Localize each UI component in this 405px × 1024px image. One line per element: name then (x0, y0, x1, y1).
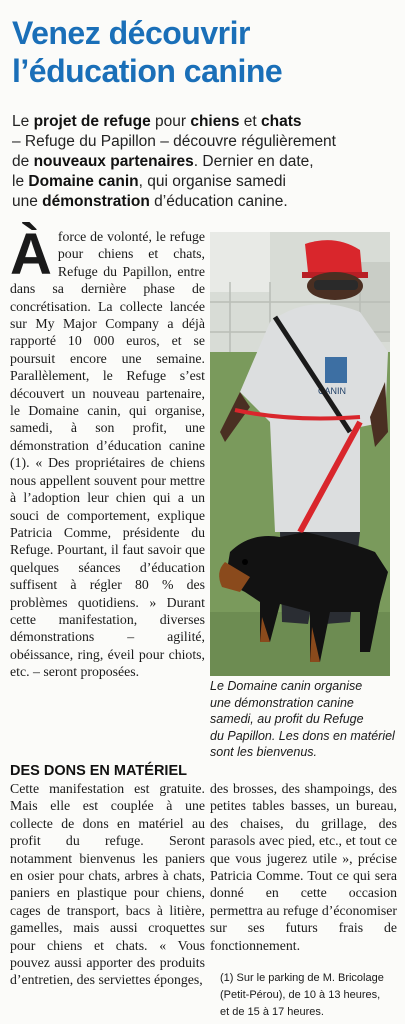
drop-cap: À (10, 222, 52, 287)
article-photo (210, 232, 390, 676)
footnote-line-2: (Petit-Pérou), de 10 à 13 heures, (220, 989, 381, 1001)
section-subheading: DES DONS EN MATÉRIEL (10, 763, 187, 779)
chapo-line-3: de nouveaux partenaires. Dernier en date, (12, 153, 314, 170)
photo-caption (210, 678, 397, 761)
caption-line-2: une démonstration canine (210, 695, 354, 710)
body-column-right-bottom (210, 780, 397, 954)
body-paragraph-donations: Cette manifestation est gratuite. Mais elle est couplée à une collecte de dons en matériel au profit du refuge. Seront notamment bienvenus les paniers en osier pour chats, arbres à chats, paniers en plastique pour chiens, cages de transport, bacs à litière, gamelles, mais aussi croquettes pour chiens et chats. « Vous pouvez aussi apporter des produits d’entretien, des serviettes éponges, (10, 781, 205, 988)
headline (12, 14, 397, 90)
chapo-line-4: le Domaine canin, qui organise samedi (12, 173, 286, 190)
headline-line-1: Venez découvrir (12, 15, 250, 51)
body-column-left-bottom (10, 780, 205, 989)
dog-handler-illustration (210, 232, 390, 676)
chapo-line-5: une démonstration d’éducation canine. (12, 193, 288, 210)
caption-line-4: du Papillon. Les dons en matériel (210, 728, 395, 743)
footnote-line-1: (1) Sur le parking de M. Bricolage (220, 972, 384, 984)
headline-line-2: l’éducation canine (12, 53, 283, 89)
body-paragraph-donations-cont: des brosses, des shampoings, des petites tables basses, un bureau, des chaises, du grillage, des parasols avec pied, etc., et tout ce que vous jugerez utile », précise Patricia Comme. Tout ce qui sera donné en cette occasion permettra au refuge d’économiser sur ses futurs frais de fonctionnement. (210, 781, 397, 953)
caption-line-5: sont les bienvenus. (210, 745, 318, 759)
shirt-logo-text: CANIN (318, 386, 347, 396)
body-column-left (10, 222, 205, 681)
footnote-line-3: et de 15 à 17 heures. (220, 1006, 324, 1018)
body-text-intro: force de volonté, le refuge pour chiens et chats, Refuge du Papillon, entre dans sa dernière phase de concrétisation. La collecte lancée sur My Major Company a déjà rapporté 10 000 euros, et se poursuit encore une semaine. Parallèlement, le Refuge s’est découvert un nouveau partenaire, le Domaine canin, qui organise, samedi, à son profit, une démonstration d’éducation canine (1). « Des propriétaires de chiens nous appellent souvent pour mettre à l’adoption leur chien qui a un souci de comportement, explique Patricia Comme, présidente du Refuge. Pourtant, il faut savoir que quelques séances d’éducation suffisent à régler 80 % des problèmes quotidiens. » Durant cette manifestation, diverses démonstrations – agilité, obéissance, ring, éveil pour chiots, etc. – seront proposées. (10, 229, 205, 680)
chapo-line-2: – Refuge du Papillon – découvre régulièrement (12, 133, 336, 150)
caption-line-1: Le Domaine canin organise (210, 679, 363, 693)
chapo-line-1: Le projet de refuge pour chiens et chats (12, 113, 302, 130)
footnote (220, 970, 398, 1021)
caption-line-3: samedi, au profit du Refuge (210, 712, 364, 726)
body-paragraph-intro (10, 222, 205, 681)
chapo (12, 112, 397, 212)
